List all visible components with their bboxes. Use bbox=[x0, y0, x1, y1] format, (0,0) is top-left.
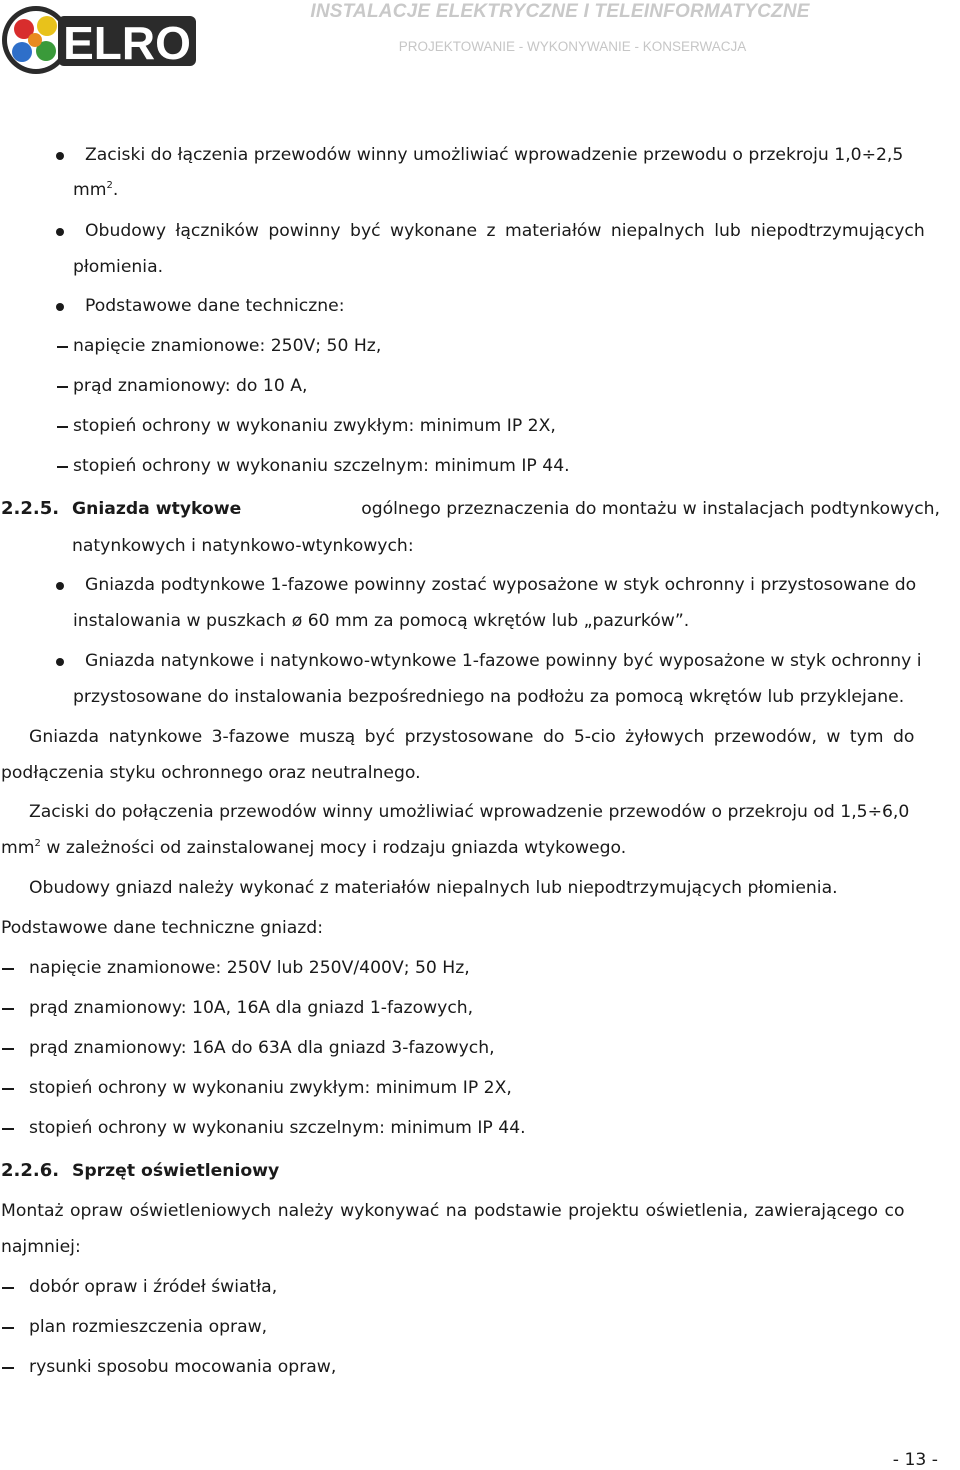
paragraph: Montaż opraw oświetleniowych należy wykonywać na podstawie projektu oświetlenia, zawierającego co bbox=[1, 1201, 905, 1221]
spec-item: prąd znamionowy: 10A, 16A dla gniazd 1-fazowych, bbox=[29, 998, 474, 1018]
paragraph: Gniazda natynkowe 3-fazowe muszą być przystosowane do 5-cio żyłowych przewodów, w tym do bbox=[29, 727, 915, 747]
section-heading-cont: natynkowych i natynkowo-wtynkowych: bbox=[72, 536, 414, 556]
paragraph-cont: podłączenia styku ochronnego oraz neutralnego. bbox=[1, 763, 421, 783]
dash-icon bbox=[57, 466, 68, 468]
spec-item: stopień ochrony w wykonaniu zwykłym: minimum IP 2X, bbox=[73, 416, 556, 436]
section-heading: Gniazda wtykowe ogólnego przeznaczenia do montażu w instalacjach podtynkowych, bbox=[72, 499, 940, 519]
spec-item: stopień ochrony w wykonaniu szczelnym: minimum IP 44. bbox=[29, 1118, 526, 1138]
bullet-icon bbox=[56, 582, 64, 590]
dash-icon bbox=[57, 346, 68, 348]
dash-icon bbox=[2, 1008, 14, 1010]
paragraph: Zaciski do połączenia przewodów winny umożliwiać wprowadzenie przewodów o przekroju od 1,5÷6,0 bbox=[29, 802, 910, 822]
bullet-icon bbox=[56, 152, 64, 160]
dash-icon bbox=[57, 426, 68, 428]
section-heading: Sprzęt oświetleniowy bbox=[72, 1161, 280, 1181]
specs-title: Podstawowe dane techniczne gniazd: bbox=[1, 918, 324, 938]
bullet-text-cont: przystosowane do instalowania bezpośredniego na podłożu za pomocą wkrętów lub przyklejane. bbox=[73, 687, 905, 707]
list-item: plan rozmieszczenia opraw, bbox=[29, 1317, 268, 1337]
dash-icon bbox=[2, 1287, 14, 1289]
spec-item: napięcie znamionowe: 250V; 50 Hz, bbox=[73, 336, 382, 356]
header-subtitle: PROJEKTOWANIE - WYKONYWANIE - KONSERWACJA bbox=[398, 39, 747, 54]
elro-logo bbox=[0, 4, 200, 76]
bullet-text: Zaciski do łączenia przewodów winny umożliwiać wprowadzenie przewodu o przekroju 1,0÷2,5 bbox=[85, 145, 904, 165]
dash-icon bbox=[2, 1048, 14, 1050]
bullet-text: Podstawowe dane techniczne: bbox=[85, 296, 345, 316]
dash-icon bbox=[2, 1128, 14, 1130]
paragraph-cont: najmniej: bbox=[1, 1237, 81, 1257]
bullet-text-cont: płomienia. bbox=[73, 257, 164, 277]
bullet-icon bbox=[56, 228, 64, 236]
bullet-text: Gniazda podtynkowe 1-fazowe powinny zostać wyposażone w styk ochronny i przystosowane do bbox=[85, 575, 917, 595]
section-number: 2.2.6. bbox=[1, 1160, 60, 1181]
logo-text: ELRO bbox=[63, 17, 191, 69]
list-item: rysunki sposobu mocowania opraw, bbox=[29, 1357, 337, 1377]
paragraph-cont: $mm^2$ w zależności od zainstalowanej mocy i rodzaju gniazda wtykowego. bbox=[1, 838, 627, 858]
spec-item: stopień ochrony w wykonaniu szczelnym: minimum IP 44. bbox=[73, 456, 570, 476]
bullet-text-cont: instalowania w puszkach ø 60 mm za pomocą wkrętów lub „pazurków”. bbox=[73, 611, 690, 631]
list-item: dobór opraw i źródeł światła, bbox=[29, 1277, 278, 1297]
spec-item: prąd znamionowy: 16A do 63A dla gniazd 3-fazowych, bbox=[29, 1038, 495, 1058]
spec-item: prąd znamionowy: do 10 A, bbox=[73, 376, 308, 396]
dash-icon bbox=[2, 968, 14, 970]
bullet-text: Obudowy łączników powinny być wykonane z materiałów niepalnych lub niepodtrzymujących bbox=[85, 221, 925, 241]
spec-item: stopień ochrony w wykonaniu zwykłym: minimum IP 2X, bbox=[29, 1078, 512, 1098]
bullet-icon bbox=[56, 658, 64, 666]
page-number: - 13 - bbox=[892, 1450, 938, 1470]
bullet-text: Gniazda natynkowe i natynkowo-wtynkowe 1-fazowe powinny być wyposażone w styk ochronny i bbox=[85, 651, 922, 671]
paragraph: Obudowy gniazd należy wykonać z materiałów niepalnych lub niepodtrzymujących płomienia. bbox=[29, 878, 838, 898]
header-title: INSTALACJE ELEKTRYCZNE I TELEINFORMATYCZNE bbox=[310, 1, 810, 22]
dash-icon bbox=[57, 386, 68, 388]
dash-icon bbox=[2, 1327, 14, 1329]
dash-icon bbox=[2, 1367, 14, 1369]
dash-icon bbox=[2, 1088, 14, 1090]
bullet-icon bbox=[56, 303, 64, 311]
spec-item: napięcie znamionowe: 250V lub 250V/400V; 50 Hz, bbox=[29, 958, 470, 978]
section-number: 2.2.5. bbox=[1, 498, 60, 519]
bullet-text-cont: $mm^2$. bbox=[73, 180, 119, 200]
